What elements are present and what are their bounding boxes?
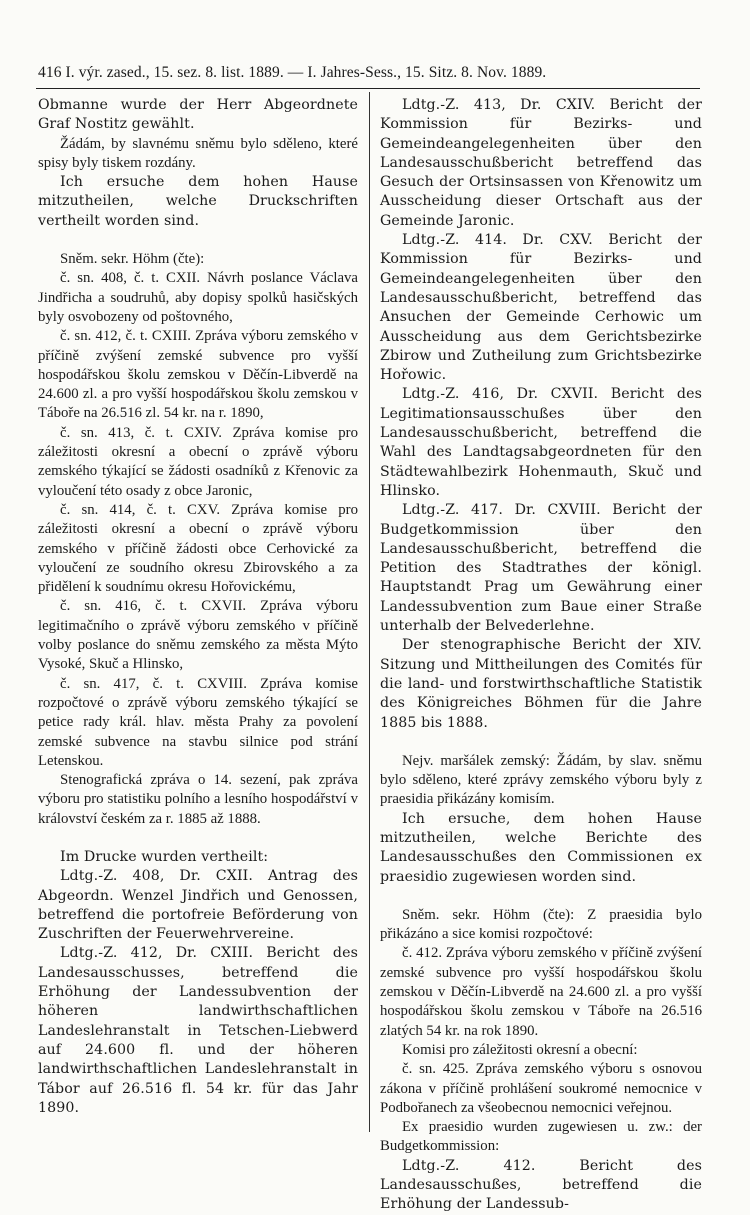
paragraph: Komisi pro záležitosti okresní a obecní: <box>402 1041 638 1058</box>
list-item: č. sn. 425. Zpráva zemského výboru s osnovou zákona v příčině prohlášení soukromé nemocnice v Podbořanech za všeobecnou nemocnici veřejnou. <box>380 1061 702 1116</box>
right-column <box>380 96 702 1215</box>
list-item: č. sn. 416, č. t. CXVII. Zpráva výboru legitimačního o zprávě výboru zemského v příčině volby poslance do sněmu zemského za města Mýto Vysoké, Skuč a Hlinsko, <box>38 598 358 673</box>
list-item: č. 412. Zpráva výboru zemského v příčině zvýšení zemské subvence pro vyšší hospodářskou školu zemskou v Děčín-Libverdě na 24.600 zl. a pro vyšší hospodářskou školu zemskou v Táboře na 26.516 zlatých 54 kr. na rok 1890. <box>380 945 702 1039</box>
list-item: Ldtg.-Z. 413, Dr. CXIV. Bericht der Kommission für Bezirks- und Gemeindeangelegenheiten über den Landesausschußbericht betreffend das Gesuch der Ortsinsassen von Křenowitz um Ausscheidung dieser Ortschaft aus der Gemeinde Jaronic. <box>380 97 702 229</box>
left-column <box>38 96 358 1118</box>
paragraph: Ich ersuche dem hohen Hause mitzutheilen, welche Druckschriften vertheilt worden sind. <box>38 174 358 229</box>
list-item: č. sn. 408, č. t. CXII. Návrh poslance Václava Jindřicha a soudruhů, aby dopisy spolků hasičských byly osvobozeny od poštovného, <box>38 270 358 325</box>
paragraph: Ex praesidio wurden zugewiesen u. zw.: der Budgetkommission: <box>380 1119 702 1155</box>
paragraph: Der stenographische Bericht der XIV. Sitzung und Mittheilungen des Comités für die land- und forstwirthschaftliche Statistik des Königreiches Böhmen für die Jahre 1885 bis 1888. <box>380 637 702 731</box>
section-heading: Im Drucke wurden vertheilt: <box>60 848 269 865</box>
speaker-paragraph: Nejv. maršálek zemský: Žádám, by slav. sněmu bylo sděleno, které zprávy zemského výboru byly z praesidia přikázány komisím. <box>380 752 702 808</box>
speaker-paragraph: Sněm. sekr. Höhm (čte): Z praesidia bylo přikázáno a sice komisi rozpočtové: <box>380 906 702 943</box>
list-item: Ldtg.-Z. 412. Bericht des Landesausschußes, betreffend die Erhöhung der Landessub- <box>380 1157 702 1213</box>
list-item: Ldtg.-Z. 408, Dr. CXII. Antrag des Abgeordn. Wenzel Jindřich und Genossen, betreffend die portofreie Beförderung von Zuschriften der Feuerwehrvereine. <box>38 868 358 943</box>
header-rule <box>36 88 700 89</box>
paragraph: Žádám, by slavnému sněmu bylo sděleno, které spisy byly tiskem rozdány. <box>38 135 358 171</box>
page-header: 416 I. výr. zased., 15. sez. 8. list. 1889. — I. Jahres-Sess., 15. Sitz. 8. Nov. 1889. <box>38 64 547 81</box>
list-item: č. sn. 417, č. t. CXVIII. Zpráva komise rozpočtové o zprávě výboru zemského týkající se petice rady král. hlav. města Prahy za povolení zemské subvence na stavbu silnice pod strání Letenskou. <box>38 675 358 769</box>
list-item: č. sn. 412, č. t. CXIII. Zpráva výboru zemského v příčině zvýšení zemské subvence pro vyšší hospodářskou školu zemskou v Děčín-Libverdě na 24.600 zl. a pro vyšší hospodářskou školu zemskou v Táboře na 26.516 zl. 54 kr. na r. 1890, <box>38 328 358 422</box>
paragraph: Stenografická zpráva o 14. sezení, pak zpráva výboru pro statistiku polního a lesního hospodářství v království českém za r. 1885 až 1888. <box>38 772 358 827</box>
column-divider <box>369 92 370 1132</box>
list-item: č. sn. 413, č. t. CXIV. Zpráva komise pro záležitosti okresní a obecní o zprávě výboru zemského týkající se žádosti osadníků z Křenovic za vyloučení této osady z obce Jaronic, <box>38 424 358 499</box>
list-item: Ldtg.-Z. 417. Dr. CXVIII. Bericht der Budgetkommission über den Landesausschußbericht, betreffend die Petition des Stadtrathes der königl. Hauptstandt Prag um Gewährung einer Landessubvention zum Baue einer Straße unterhalb der Belvederlehne. <box>380 502 702 635</box>
paragraph: Obmanne wurde der Herr Abgeordnete Graf Nostitz gewählt. <box>38 97 358 133</box>
list-item: Ldtg.-Z. 416, Dr. CXVII. Bericht des Legitimationsausschußes über den Landesausschußbericht, betreffend die Wahl des Landtagsabgeordneten für den Städtewahlbezirk Hohenmauth, Skuč und Hlinsko. <box>380 386 702 499</box>
list-item: Ldtg.-Z. 414. Dr. CXV. Bericht der Kommission für Bezirks- und Gemeindeangelegenheiten über den Landesausschußbericht, betreffend das Ansuchen der Gemeinde Cerhowic um Ausscheidung aus dem Gerichtsbezirke Zbirow und Zutheilung zum Grichtsbezirke Hořowic. <box>380 232 702 384</box>
list-item: Ldtg.-Z. 412, Dr. CXIII. Bericht des Landesausschusses, betreffend die Erhöhung der Landessubvention der höheren landwirthschaftlichen Landeslehranstalt in Tetschen-Liebwerd auf 24.600 fl. und der höheren landwirthschaftlichen Landeslehranstalt in Tábor auf 26.516 fl. 54 kr. für das Jahr 1890. <box>38 945 358 1116</box>
speaker-line: Sněm. sekr. Höhm (čte): <box>60 251 205 268</box>
list-item: č. sn. 414, č. t. CXV. Zpráva komise pro záležitosti okresní a obecní o zprávě výboru zemského v příčině žádosti obce Cerhovické za vyloučení ze soudního okresu Zbirovského a za přidělení k soudnímu okresu Hořovickému, <box>38 501 358 596</box>
paragraph: Ich ersuche, dem hohen Hause mitzutheilen, welche Berichte des Landesausschußes den Commissionen ex praesidio zugewiesen worden sind. <box>380 810 702 885</box>
